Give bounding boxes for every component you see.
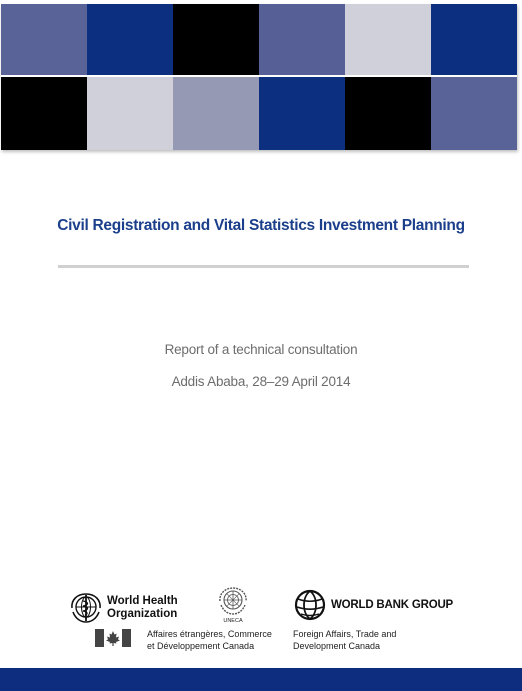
color-tile [431,4,517,75]
canada-flag-icon [95,629,131,647]
report-date-location: Addis Ababa, 28–29 April 2014 [171,374,351,389]
decorative-tile-grid [1,4,517,150]
color-tile [87,77,173,150]
color-tile [1,77,87,150]
color-tile [87,4,173,75]
color-tile [259,4,345,75]
canada-department-name-fr: Affaires étrangères, Commerce et Développement Canada [147,629,272,651]
report-title: Civil Registration and Vital Statistics Investment Planning [57,217,465,234]
world-bank-name: WORLD BANK GROUP [331,599,454,611]
color-tile [431,77,517,150]
who-name: World Health Organization [107,595,178,620]
color-tile [345,77,431,150]
uneca-label: UNECA [223,618,243,624]
footer-color-bar [0,668,522,691]
color-tile [345,4,431,75]
who-emblem-icon [68,592,104,624]
canada-department-name-en: Foreign Affairs, Trade and Development Canada [293,629,397,651]
color-tile [173,77,259,150]
report-subtitle: Report of a technical consultation [164,342,358,357]
color-tile [259,77,345,150]
color-tile [1,4,87,75]
color-tile [173,4,259,75]
title-divider [58,265,469,268]
world-bank-globe-icon [294,589,326,621]
un-emblem-icon [215,585,251,617]
